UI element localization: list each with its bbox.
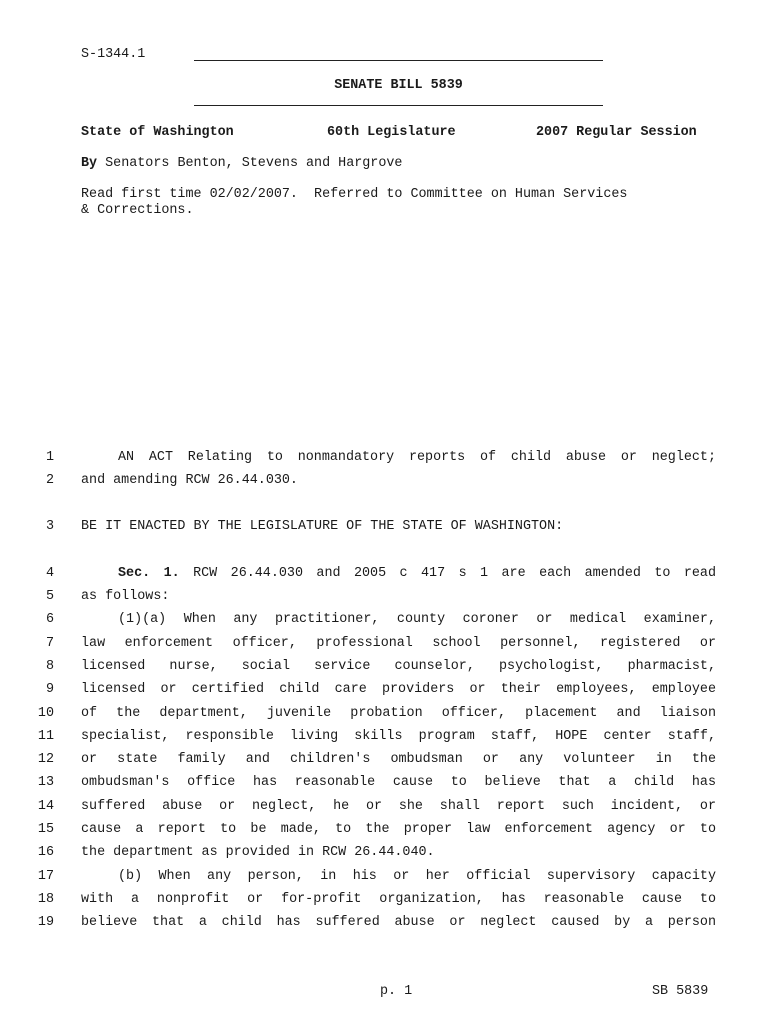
body-line: law enforcement officer, professional school personnel, registered or xyxy=(81,636,716,651)
line-number: 1 xyxy=(45,450,54,465)
page-number: p. 1 xyxy=(380,984,413,999)
line-number: 6 xyxy=(45,612,54,627)
line-number: 18 xyxy=(37,892,54,907)
section-label: Sec. 1. xyxy=(118,566,180,581)
state-label: State of Washington xyxy=(81,125,234,140)
line-number: 7 xyxy=(45,636,54,651)
line-number: 10 xyxy=(37,706,54,721)
line-number: 2 xyxy=(45,473,54,488)
line-number: 8 xyxy=(45,659,54,674)
bill-title: SENATE BILL 5839 xyxy=(334,78,463,93)
line-number: 14 xyxy=(37,799,54,814)
document-code: S-1344.1 xyxy=(81,47,146,62)
line-number: 5 xyxy=(45,589,54,604)
line-number: 12 xyxy=(37,752,54,767)
section-text: RCW 26.44.030 and 2005 c 417 s 1 are each amended to read xyxy=(193,566,716,581)
body-line: licensed or certified child care providers or their employees, employee xyxy=(81,682,716,697)
line-number: 19 xyxy=(37,915,54,930)
body-line: cause a report to be made, to the proper law enforcement agency or to xyxy=(81,822,716,837)
line-number: 3 xyxy=(45,519,54,534)
line-number: 11 xyxy=(37,729,54,744)
body-line: as follows: xyxy=(81,589,170,604)
body-line: suffered abuse or neglect, he or she shall report such incident, or xyxy=(81,799,716,814)
session-label: 2007 Regular Session xyxy=(536,125,697,140)
line-number: 4 xyxy=(45,566,54,581)
body-line: with a nonprofit or for-profit organization, has reasonable cause to xyxy=(81,892,716,907)
body-line: believe that a child has suffered abuse or neglect caused by a person xyxy=(81,915,716,930)
by-label: By xyxy=(81,156,98,171)
line-number: 9 xyxy=(45,682,54,697)
body-line: (1)(a) When any practitioner, county coroner or medical examiner, xyxy=(118,612,716,627)
body-line: (b) When any person, in his or her official supervisory capacity xyxy=(118,869,716,884)
read-first-line-cont: & Corrections. xyxy=(81,203,194,218)
sponsor-line xyxy=(81,156,402,172)
footer-bill-ref: SB 5839 xyxy=(652,984,709,999)
body-line: the department as provided in RCW 26.44.040. xyxy=(81,845,435,860)
body-line: and amending RCW 26.44.030. xyxy=(81,473,298,488)
header-rule-top xyxy=(194,60,603,61)
line-number: 13 xyxy=(37,775,54,790)
body-line: of the department, juvenile probation officer, placement and liaison xyxy=(81,706,716,721)
read-first-line: Read first time 02/02/2007. Referred to Committee on Human Services xyxy=(81,187,628,202)
line-number: 16 xyxy=(37,845,54,860)
legislature-label: 60th Legislature xyxy=(327,125,456,140)
body-line: specialist, responsible living skills program staff, HOPE center staff, xyxy=(81,729,716,744)
section-heading-line xyxy=(81,566,716,582)
line-number: 17 xyxy=(37,869,54,884)
body-line: ombudsman's office has reasonable cause to believe that a child has xyxy=(81,775,716,790)
body-line: or state family and children's ombudsman or any volunteer in the xyxy=(81,752,716,767)
enacting-clause: BE IT ENACTED BY THE LEGISLATURE OF THE STATE OF WASHINGTON: xyxy=(81,519,564,534)
sponsors: Senators Benton, Stevens and Hargrove xyxy=(105,156,403,171)
line-number: 15 xyxy=(37,822,54,837)
header-rule-bottom xyxy=(194,105,603,106)
body-line: licensed nurse, social service counselor, psychologist, pharmacist, xyxy=(81,659,716,674)
body-line: AN ACT Relating to nonmandatory reports of child abuse or neglect; xyxy=(118,450,716,465)
